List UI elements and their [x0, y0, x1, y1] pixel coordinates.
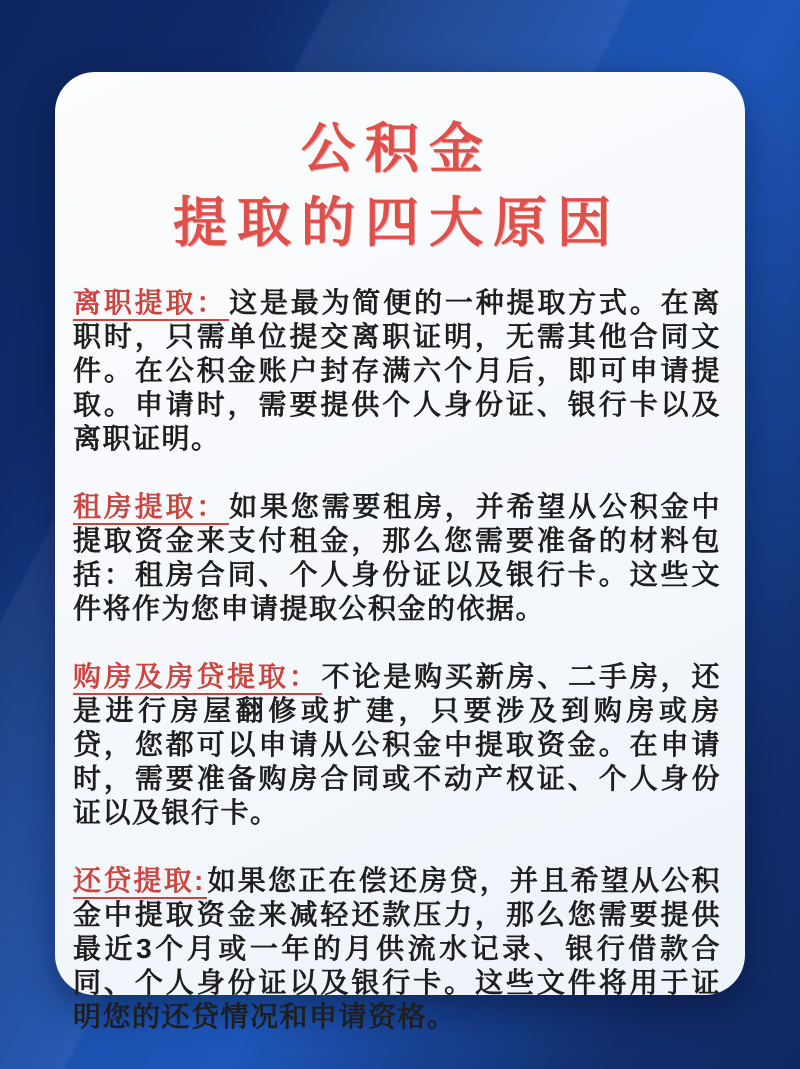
- section-repayment-withdrawal-text: 如果您正在偿还房贷，并且希望从公积金中提取资金来减轻还款压力，那么您需要提供最近3个月或一年的月供流水记录、银行借款合同、个人身份证以及银行卡。这些文件将用于证明您的还贷情况和申请资格。: [73, 865, 721, 1032]
- page-title: [73, 112, 721, 260]
- section-resign-withdrawal-label: 离职提取：: [73, 287, 229, 321]
- section-rent-withdrawal-text: 如果您需要租房，并希望从公积金中提取资金来支付租金，那么您需要准备的材料包括：租房合同、个人身份证以及银行卡。这些文件将作为您申请提取公积金的依据。: [73, 491, 721, 624]
- section-repayment-withdrawal-label: 还贷提取:: [73, 865, 207, 899]
- section-resign-withdrawal: [73, 286, 721, 456]
- section-purchase-loan-withdrawal-label: 购房及房贷提取：: [73, 661, 322, 695]
- section-purchase-loan-withdrawal: [73, 660, 721, 830]
- section-purchase-loan-withdrawal-text: 不论是购买新房、二手房，还是进行房屋翻修或扩建，只要涉及到购房或房贷，您都可以申请从公积金中提取资金。在申请时，需要准备购房合同或不动产权证、个人身份证以及银行卡。: [73, 661, 721, 828]
- section-resign-withdrawal-text: 这是最为简便的一种提取方式。在离职时，只需单位提交离职证明，无需其他合同文件。在公积金账户封存满六个月后，即可申请提取。申请时，需要提供个人身份证、银行卡以及离职证明。: [73, 287, 721, 454]
- content-card: [55, 72, 745, 1032]
- section-repayment-withdrawal: [73, 864, 721, 1034]
- section-rent-withdrawal: [73, 490, 721, 626]
- section-rent-withdrawal-label: 租房提取：: [73, 491, 229, 525]
- title-line-2: 提取的四大原因: [173, 193, 621, 253]
- title-line-1: 公积金: [301, 119, 493, 179]
